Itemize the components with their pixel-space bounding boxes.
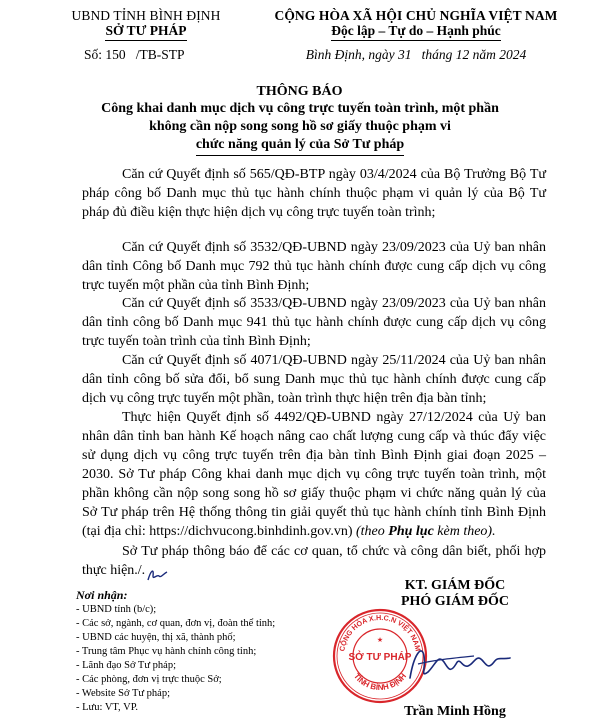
appendix-ref-prefix: (theo [356, 524, 389, 539]
paragraph-1: Căn cứ Quyết định số 565/QĐ-BTP ngày 03/4/2024 của Bộ Trưởng Bộ Tư pháp công bố Danh mục thủ tục hành chính thuộc phạm vi quản lý của Bộ Tư pháp đủ điều kiện thực hiện dịch vụ công trực tuyến toàn trình; [82, 167, 546, 220]
handwritten-signature [404, 634, 514, 690]
paragraph-3: Căn cứ Quyết định số 3533/QĐ-UBND ngày 23/09/2023 của Uỷ ban nhân dân tỉnh công bố Danh mục 941 thủ tục hành chính được cung cấp dịch vụ công trực tuyến toàn trình của tỉnh Bình Định; [82, 296, 546, 349]
recipient-item: - Lưu: VT, VP. [76, 702, 138, 713]
document-title: THÔNG BÁO [256, 84, 343, 99]
recipient-item: - Trung tâm Phục vụ hành chính công tỉnh; [76, 646, 257, 657]
paragraph-5-text: Thực hiện Quyết định số 4492/QĐ-UBND ngày 27/12/2024 của Uỷ ban nhân dân tỉnh ban hành Kế hoạch nâng cao chất lượng cung cấp và thúc đẩy việc sử dụng dịch vụ công trực tuyến trên địa bàn tỉnh Bình Định giai đoạn 2025 – 2030. Sở Tư pháp Công khai danh mục dịch vụ công trực tuyến toàn trình, một phần không cần nộp song song hồ sơ giấy thuộc phạm vi chức năng quản lý của Sở Tư pháp trên Hệ thống thông tin giải quyết thủ tục hành chính tỉnh Bình Định (tại địa chỉ: https://dichvucong.binhdinh.gov.vn) [82, 410, 546, 539]
agency-parent: UBND TỈNH BÌNH ĐỊNH [71, 8, 221, 23]
appendix-ref [356, 524, 496, 539]
subtitle-line-3-text: chức năng quản lý của Sở Tư pháp [196, 136, 404, 156]
subtitle-line-1: Công khai danh mục dịch vụ công trực tuyến toàn trình, một phần [101, 101, 499, 116]
signature-position: PHÓ GIÁM ĐỐC [400, 594, 510, 609]
appendix-ref-emph: Phụ lục [388, 524, 434, 539]
national-motto [246, 23, 586, 41]
signature-on-behalf: KT. GIÁM ĐỐC [404, 578, 506, 593]
paragraph-2: Căn cứ Quyết định số 3532/QĐ-UBND ngày 23/09/2023 của Uỷ ban nhân dân tỉnh Công bố Danh mục 792 thủ tục hành chính được cung cấp dịch vụ công trực tuyến một phần của tỉnh Bình Định; [82, 240, 546, 293]
subtitle-line-3 [60, 136, 540, 156]
national-motto-text: Độc lập – Tự do – Hạnh phúc [331, 23, 501, 41]
seal-bottom-text: TỈNH BÌNH ĐỊNH [351, 671, 409, 693]
svg-text:★: ★ [376, 636, 384, 644]
document-date: Bình Định, ngày 31 tháng 12 năm 2024 [305, 47, 527, 62]
agency-name-text: SỞ TƯ PHÁP [105, 23, 186, 41]
paragraph-5 [82, 408, 546, 541]
subtitle-line-2: không cần nộp song song hồ sơ giấy thuộc phạm vi [149, 119, 451, 134]
national-title: CỘNG HÒA XÃ HỘI CHỦ NGHĨA VIỆT NAM [274, 8, 558, 23]
recipients-title: Nơi nhận: [76, 588, 128, 602]
signer-name: Trần Minh Hồng [404, 704, 506, 719]
recipient-item: - Website Sở Tư pháp; [76, 688, 171, 699]
paragraph-6: Sở Tư pháp thông báo để các cơ quan, tổ chức và công dân biết, phối hợp thực hiện./. [82, 544, 546, 578]
appendix-ref-suffix: kèm theo). [433, 524, 496, 539]
seal-center-text: SỞ TƯ PHÁP [348, 652, 412, 663]
document-number: Số: 150 /TB-STP [84, 47, 185, 62]
recipient-item: - UBND tỉnh (b/c); [76, 604, 157, 615]
recipient-item: - Các phòng, đơn vị trực thuộc Sở; [76, 674, 222, 685]
svg-text:TỈNH BÌNH ĐỊNH [352, 671, 408, 692]
initial-mark [145, 566, 173, 586]
agency-name [52, 23, 240, 41]
seal-ring-text: CỘNG HÒA X.H.C.N VIỆT NAM [337, 612, 423, 653]
recipient-item: - Các sở, ngành, cơ quan, đơn vị, đoàn thể tỉnh; [76, 618, 276, 629]
recipient-item: - UBND các huyện, thị xã, thành phố; [76, 632, 236, 643]
paragraph-4: Căn cứ Quyết định số 4071/QĐ-UBND ngày 25/11/2024 của Uỷ ban nhân dân tỉnh công bố sửa đổi, bổ sung Danh mục thủ tục hành chính được cung cấp dịch vụ công trực tuyến một phần, toàn trình thực hiện trên địa bàn tỉnh; [82, 353, 546, 406]
recipient-item: - Lãnh đạo Sở Tư pháp; [76, 660, 176, 671]
